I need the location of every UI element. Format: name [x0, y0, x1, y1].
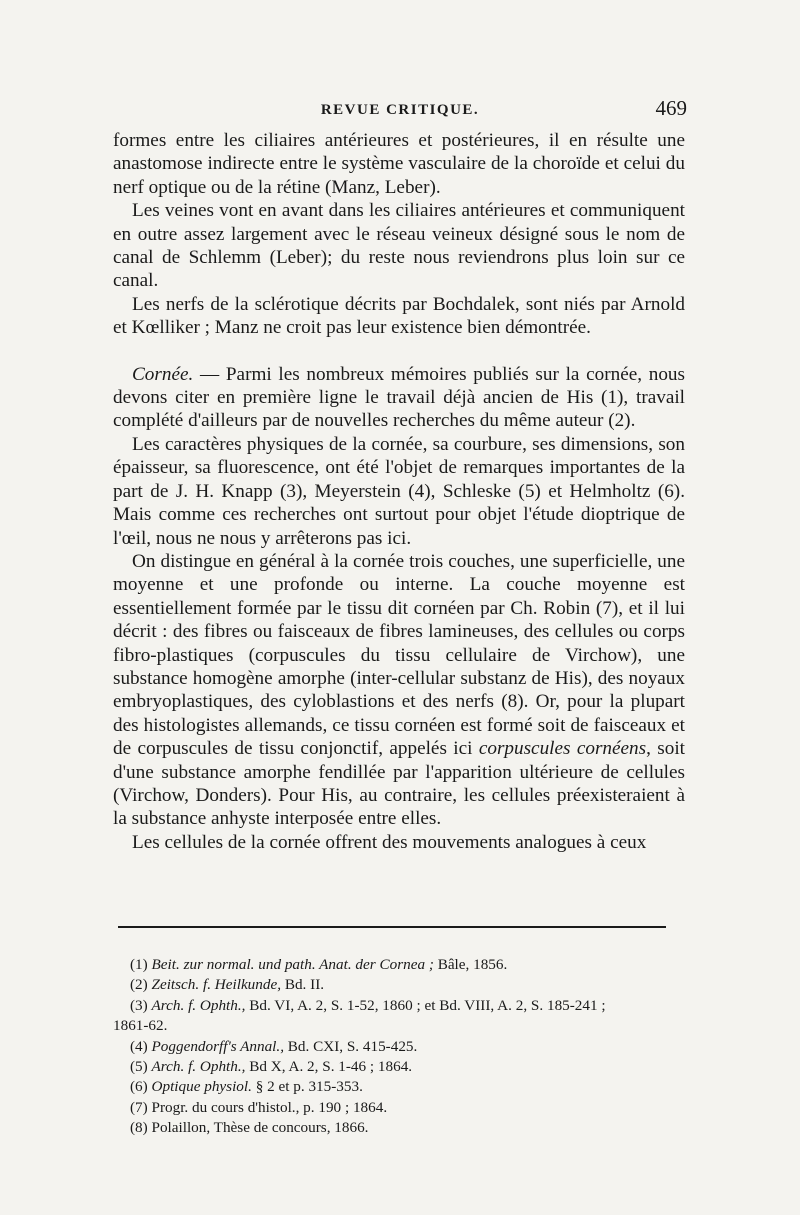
footnote-1: [113, 955, 685, 975]
footnote-title: Zeitsch. f. Heilkunde,: [151, 976, 282, 994]
footnote-text: Bd X, A. 2, S. 1-46 ; 1864.: [245, 1058, 413, 1076]
footnote-number: (8): [130, 1119, 152, 1137]
footnote-3-continued: 1861-62.: [113, 1017, 168, 1035]
footnote-text: Bd. VI, A. 2, S. 1-52, 1860 ; et Bd. VIII, A. 2, S. 185-241 ;: [245, 996, 606, 1014]
paragraph-6: [113, 550, 685, 831]
footnote-text: Bd. CXI, S. 415-425.: [284, 1037, 418, 1055]
footnote-rule: [118, 926, 666, 928]
footnote-7: [113, 1098, 685, 1118]
footnote-text: § 2 et p. 315-353.: [251, 1078, 363, 1096]
footnote-4: [113, 1037, 685, 1057]
paragraph-cornee-text: — Parmi les nombreux mémoires publiés sur la cornée, nous devons citer en première ligne le travail déjà ancien de His (1), travail complété d'ailleurs par de nouvelles recherches du même auteur (2).: [113, 363, 685, 432]
paragraph-7: Les cellules de la cornée offrent des mouvements analogues à ceux: [132, 831, 647, 853]
footnote-title: Poggendorff's Annal.,: [151, 1037, 284, 1055]
body-text: [113, 129, 685, 854]
paragraph-6-text-b: , soit d'une substance amorphe fendillée par l'apparition ultérieure de cellules (Virchow, Donders). Pour His, au contraire, les cellules préexisteraient à la substance anhyste interposée entre elles.: [113, 738, 686, 830]
footnote-3: [113, 996, 685, 1016]
footnote-number: (3): [130, 996, 152, 1014]
footnote-6: [113, 1077, 685, 1097]
paragraph-2: Les veines vont en avant dans les ciliaires antérieures et communiquent en outre assez largement avec le réseau veineux désigné sous le nom de canal de Schlemm (Leber); du reste nous reviendrons plus loin sur ce canal.: [113, 200, 685, 292]
footnote-2: [113, 975, 685, 995]
paragraph-6-text-a: On distingue en général à la cornée trois couches, une superficielle, une moyenne et une profonde ou interne. La couche moyenne est essentiellement formée par le tissu dit cornéen par Ch. Robin (7), et il lui décrit : des fibres ou faisceaux de fibres lamineuses, des cellules ou corps fibro-plastiques (corpuscules du tissu cellulaire de Virchow), une substance homogène amorphe (inter-cellular substanz de His), des noyaux embryoplastiques, des cyloblastions et des nerfs (8). Or, pour la plupart des histologistes allemands, ce tissu cornéen est formé soit de faisceaux et de corpuscules de tissu conjonctif, appelés ici: [113, 550, 685, 760]
paragraph-5: Les caractères physiques de la cornée, sa courbure, ses dimensions, son épaisseur, sa fluorescence, ont été l'objet de remarques importantes de la part de J. H. Knapp (3), Meyerstein (4), Schleske (5) et Helmholtz (6). Mais comme ces recherches ont surtout pour objet l'étude dioptrique de l'œil, nous ne nous y arrêterons pas ici.: [113, 433, 685, 549]
footnote-8: [113, 1118, 685, 1138]
footnote-number: (2): [130, 976, 152, 994]
footnote-text: Bâle, 1856.: [433, 956, 508, 973]
footnotes: [113, 955, 685, 1139]
footnote-title: Arch. f. Ophth.,: [151, 996, 246, 1014]
running-head: [115, 96, 687, 126]
footnote-title: Arch. f. Ophth.,: [151, 1058, 246, 1076]
paragraph-6-italic: corpuscules cornéens: [478, 738, 647, 760]
footnote-text: Progr. du cours d'histol., p. 190 ; 1864.: [151, 1098, 388, 1116]
footnote-number: (5): [130, 1058, 152, 1076]
footnote-number: (1): [130, 956, 152, 973]
section-title-cornee: Cornée.: [132, 363, 194, 385]
paragraph-3: Les nerfs de la sclérotique décrits par Bochdalek, sont niés par Arnold et Kœlliker ; Manz ne croit pas leur existence bien démontrée.: [113, 293, 685, 339]
footnote-5: [113, 1057, 685, 1077]
footnote-number: (4): [130, 1037, 152, 1055]
footnote-number: (6): [130, 1078, 152, 1096]
footnote-title: Optique physiol.: [151, 1078, 252, 1096]
footnote-title: Beit. zur normal. und path. Anat. der Cornea ;: [151, 956, 434, 973]
running-title: REVUE CRITIQUE.: [320, 102, 480, 118]
footnote-number: (7): [130, 1098, 152, 1116]
paragraph-cornee: [113, 363, 685, 433]
footnote-text: Bd. II.: [281, 976, 325, 994]
footnote-text: Polaillon, Thèse de concours, 1866.: [151, 1119, 369, 1137]
page-number: 469: [655, 96, 687, 120]
paragraph-1: formes entre les ciliaires antérieures et postérieures, il en résulte une anastomose indirecte entre le système vasculaire de la choroïde et celui du nerf optique ou de la rétine (Manz, Leber).: [113, 130, 685, 198]
